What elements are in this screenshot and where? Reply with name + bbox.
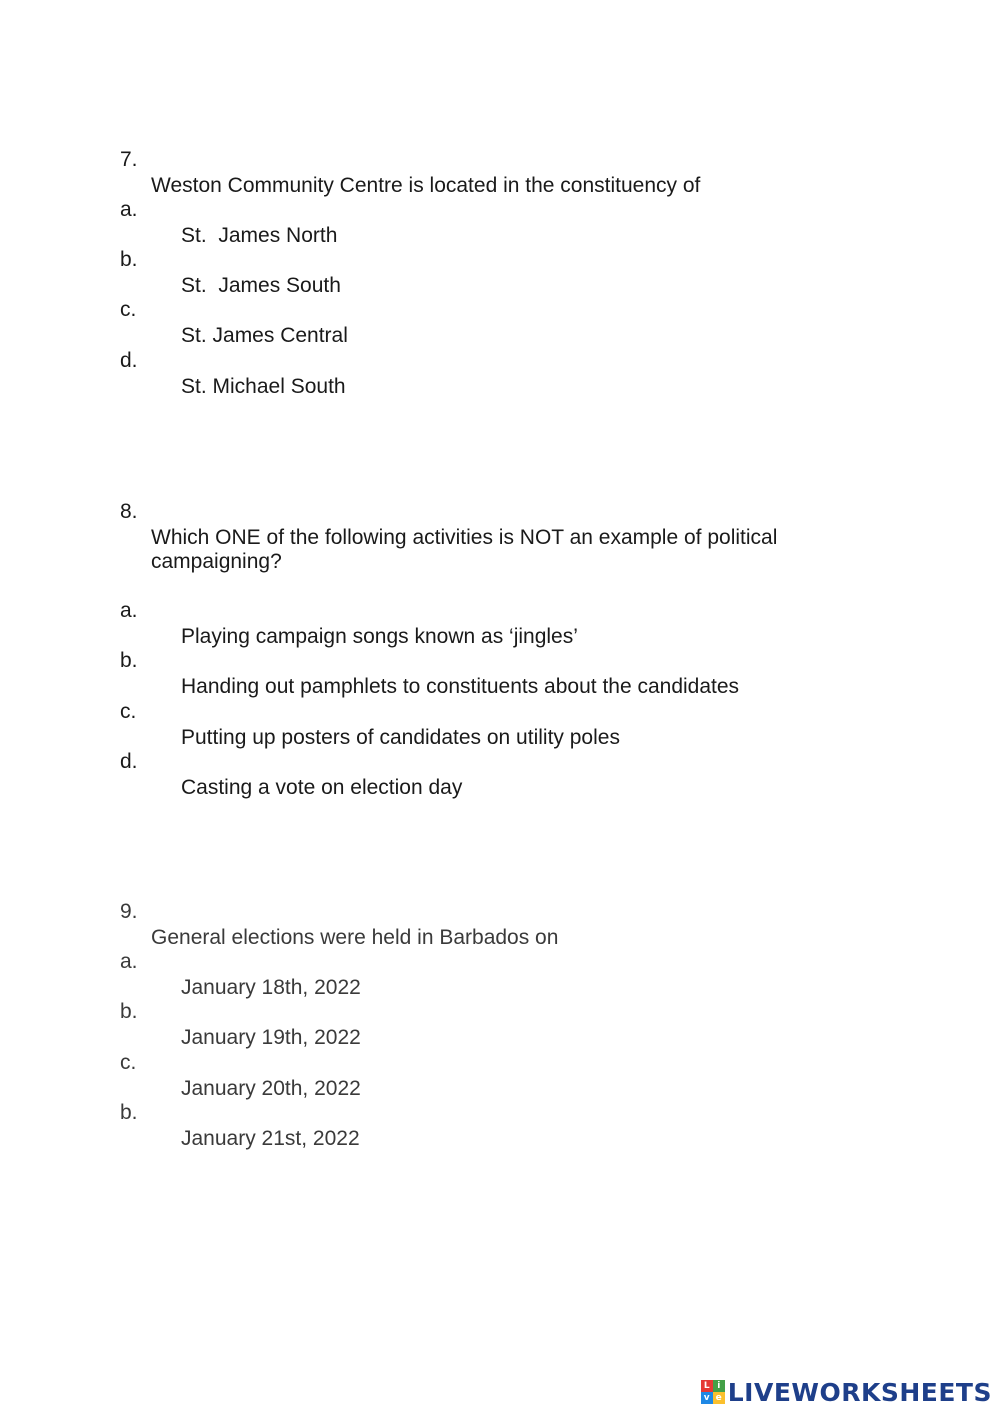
question-number: 9. — [120, 900, 138, 923]
option-text: St. James North — [181, 224, 338, 247]
question-text: campaigning? — [151, 550, 282, 573]
option-letter: c. — [120, 700, 137, 723]
option-letter: a. — [120, 950, 138, 973]
option-letter: c. — [120, 298, 137, 321]
option-text: Putting up posters of candidates on utility poles — [181, 726, 620, 749]
option-letter: a. — [120, 599, 138, 622]
option-letter: d. — [120, 349, 138, 372]
question-text: General elections were held in Barbados on — [151, 926, 559, 949]
option-text: Casting a vote on election day — [181, 776, 463, 799]
question-text: Which ONE of the following activities is NOT an example of political — [151, 526, 778, 549]
option-text: January 20th, 2022 — [181, 1077, 361, 1100]
option-letter: d. — [120, 750, 138, 773]
option-text: Playing campaign songs known as ‘jingles’ — [181, 625, 578, 648]
option-text: Handing out pamphlets to constituents about the candidates — [181, 675, 740, 698]
option-letter: b. — [120, 1000, 138, 1023]
option-text: St. James South — [181, 274, 341, 297]
question-text: Weston Community Centre is located in the constituency of — [151, 174, 701, 197]
option-text: January 18th, 2022 — [181, 976, 361, 999]
liveworksheets-logo — [701, 1377, 992, 1407]
option-letter: a. — [120, 198, 138, 221]
option-text: St. James Central — [181, 324, 348, 347]
option-letter: b. — [120, 649, 138, 672]
liveworksheets-icon: L i v e — [701, 1380, 725, 1404]
option-letter: b. — [120, 1101, 138, 1124]
option-letter: c. — [120, 1051, 137, 1074]
option-text: St. Michael South — [181, 375, 346, 398]
option-text: January 19th, 2022 — [181, 1026, 361, 1049]
question-number: 8. — [120, 500, 138, 523]
option-text: January 21st, 2022 — [181, 1127, 360, 1150]
question-number: 7. — [120, 148, 138, 171]
option-letter: b. — [120, 248, 138, 271]
brand-name: LIVEWORKSHEETS — [727, 1377, 992, 1407]
